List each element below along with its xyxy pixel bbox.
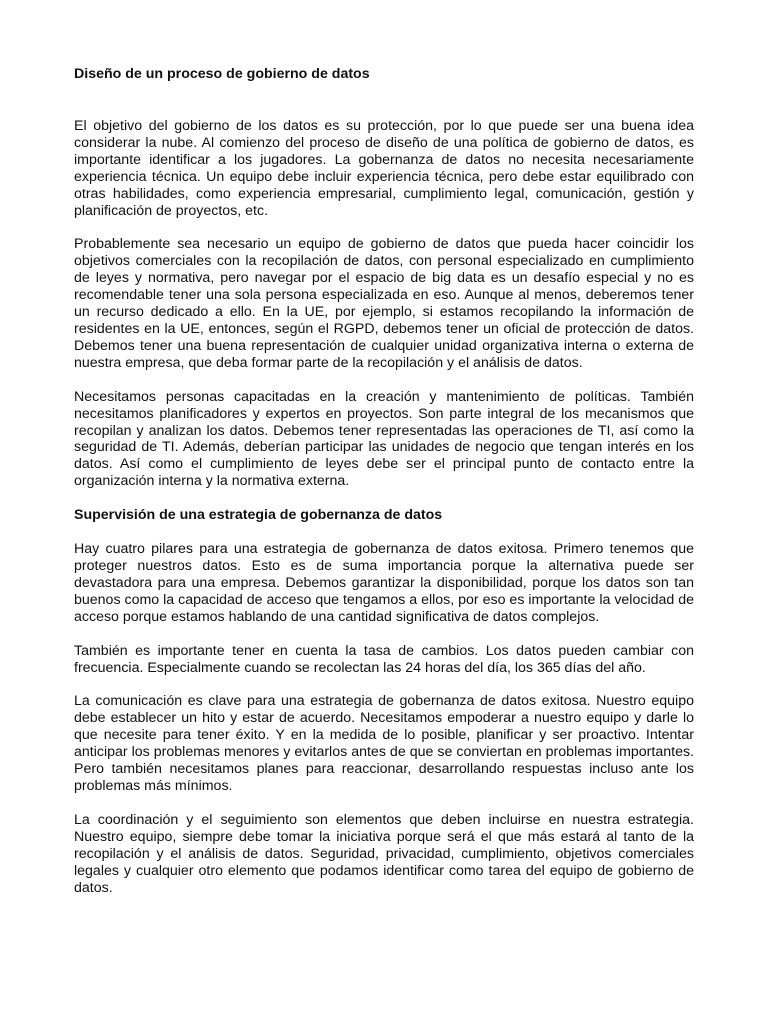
paragraph: La coordinación y el seguimiento son elementos que deben incluirse en nuestra estrategia. Nuestro equipo, siempre debe tomar la iniciativa porque será el que más estará al tanto de la recopilación y el análisis de datos. Seguridad, privacidad, cumplimiento, objetivos comerciales legales y cualquier otro elemento que podamos identificar como tarea del equipo de gobierno de datos. <box>74 811 694 896</box>
document-page <box>74 66 694 896</box>
paragraph: La comunicación es clave para una estrategia de gobernanza de datos exitosa. Nuestro equipo debe establecer un hito y estar de acuerdo. Necesitamos empoderar a nuestro equipo y darle lo que necesite para tener éxito. Y en la medida de lo posible, planificar y ser proactivo. Intentar anticipar los problemas menores y evitarlos antes de que se conviertan en problemas importantes. Pero también necesitamos planes para reaccionar, desarrollando respuestas incluso ante los problemas más mínimos. <box>74 693 694 794</box>
paragraph: Necesitamos personas capacitadas en la creación y mantenimiento de políticas. También necesitamos planificadores y expertos en proyectos. Son parte integral de los mecanismos que recopilan y analizan los datos. Debemos tener representadas las operaciones de TI, así como la seguridad de TI. Además, deberían participar las unidades de negocio que tengan interés en los datos. Así como el cumplimiento de leyes debe ser el principal punto de contacto entre la organización interna y la normativa externa. <box>74 388 694 490</box>
paragraph: El objetivo del gobierno de los datos es su protección, por lo que puede ser una buena idea considerar la nube. Al comienzo del proceso de diseño de una política de gobierno de datos, es importante identificar a los jugadores. La gobernanza de datos no necesita necesariamente experiencia técnica. Un equipo debe incluir experiencia técnica, pero debe estar equilibrado con otras habilidades, como experiencia empresarial, cumplimiento legal, comunicación, gestión y planificación de proyectos, etc. <box>74 118 694 219</box>
section-heading-design: Diseño de un proceso de gobierno de datos <box>74 66 370 82</box>
paragraph: Probablemente sea necesario un equipo de gobierno de datos que pueda hacer coincidir los objetivos comerciales con la recopilación de datos, con personal especializado en cumplimiento de leyes y normativa, pero navegar por el espacio de big data es un desafío especial y no es recomendable tener una sola persona especializada en eso. Aunque al menos, deberemos tener un recurso dedicado a ello. En la UE, por ejemplo, si estamos recopilando la información de residentes en la UE, entonces, según el RGPD, debemos tener un oficial de protección de datos. Debemos tener una buena representación de cualquier unidad organizativa interna o externa de nuestra empresa, que deba formar parte de la recopilación y el análisis de datos. <box>74 236 694 371</box>
paragraph: También es importante tener en cuenta la tasa de cambios. Los datos pueden cambiar con frecuencia. Especialmente cuando se recolectan las 24 horas del día, los 365 días del año. <box>74 642 694 676</box>
section-heading-supervision: Supervisión de una estrategia de gobernanza de datos <box>74 507 443 524</box>
paragraph: Hay cuatro pilares para una estrategia de gobernanza de datos exitosa. Primero tenemos que proteger nuestros datos. Esto es de suma importancia porque la alternativa puede ser devastadora para una empresa. Debemos garantizar la disponibilidad, porque los datos son tan buenos como la capacidad de acceso que tengamos a ellos, por eso es importante la velocidad de acceso porque estamos hablando de una cantidad significativa de datos complejos. <box>74 541 694 625</box>
